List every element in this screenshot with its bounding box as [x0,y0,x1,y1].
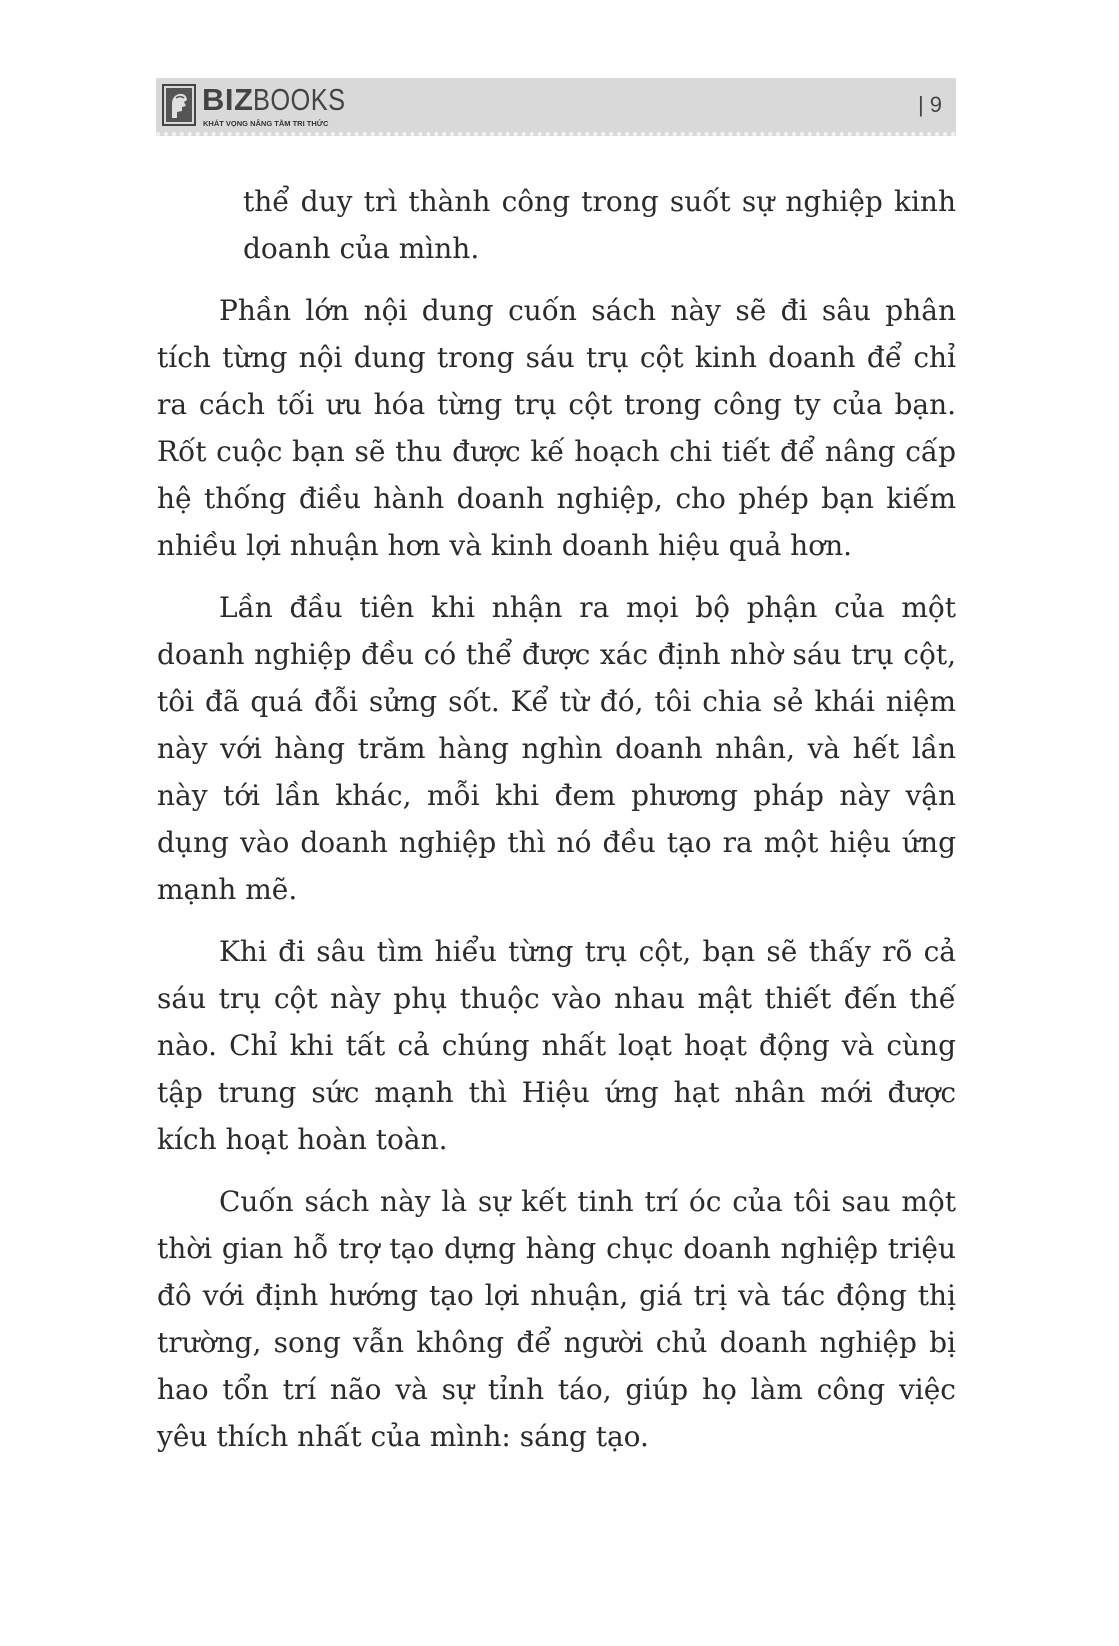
brand-name-bold: BIZ [202,82,254,117]
body-text [157,178,956,1475]
brand-name-light: BOOKS [253,82,346,117]
brand-name [202,84,366,115]
page-number-block [918,94,942,116]
brand-tagline: KHÁT VỌNG NÂNG TẦM TRI THỨC [203,119,329,128]
bizbooks-logo-icon [162,84,196,126]
paragraph: Cuốn sách này là sự kết tinh trí óc của tôi sau một thời gian hỗ trợ tạo dựng hàng chục doanh nghiệp triệu đô với định hướng tạo lợi nhuận, giá trị và tác động thị trường, song vẫn không để người chủ doanh nghiệp bị hao tổn trí não và sự tỉnh táo, giúp họ làm công việc yêu thích nhất của mình: sáng tạo. [157,1185,956,1453]
running-header [156,78,956,136]
paragraph-continued: thể duy trì thành công trong suốt sự nghiệp kinh doanh của mình. [243,185,956,265]
paragraph: Phần lớn nội dung cuốn sách này sẽ đi sâu phân tích từng nội dung trong sáu trụ cột kinh doanh để chỉ ra cách tối ưu hóa từng trụ cột trong công ty của bạn. Rốt cuộc bạn sẽ thu được kế hoạch chi tiết để nâng cấp hệ thống điều hành doanh nghiệp, cho phép bạn kiếm nhiều lợi nhuận hơn và kinh doanh hiệu quả hơn. [157,294,956,562]
paragraph: Lần đầu tiên khi nhận ra mọi bộ phận của một doanh nghiệp đều có thể được xác định nhờ sáu trụ cột, tôi đã quá đỗi sửng sốt. Kể từ đó, tôi chia sẻ khái niệm này với hàng trăm hàng nghìn doanh nhân, và hết lần này tới lần khác, mỗi khi đem phương pháp này vận dụng vào doanh nghiệp thì nó đều tạo ra một hiệu ứng mạnh mẽ. [157,591,956,906]
page-number: 9 [929,92,942,117]
page-number-separator: | [918,92,924,117]
paragraph: Khi đi sâu tìm hiểu từng trụ cột, bạn sẽ thấy rõ cả sáu trụ cột này phụ thuộc vào nhau mật thiết đến thế nào. Chỉ khi tất cả chúng nhất loạt hoạt động và cùng tập trung sức mạnh thì Hiệu ứng hạt nhân mới được kích hoạt hoàn toàn. [157,935,956,1156]
